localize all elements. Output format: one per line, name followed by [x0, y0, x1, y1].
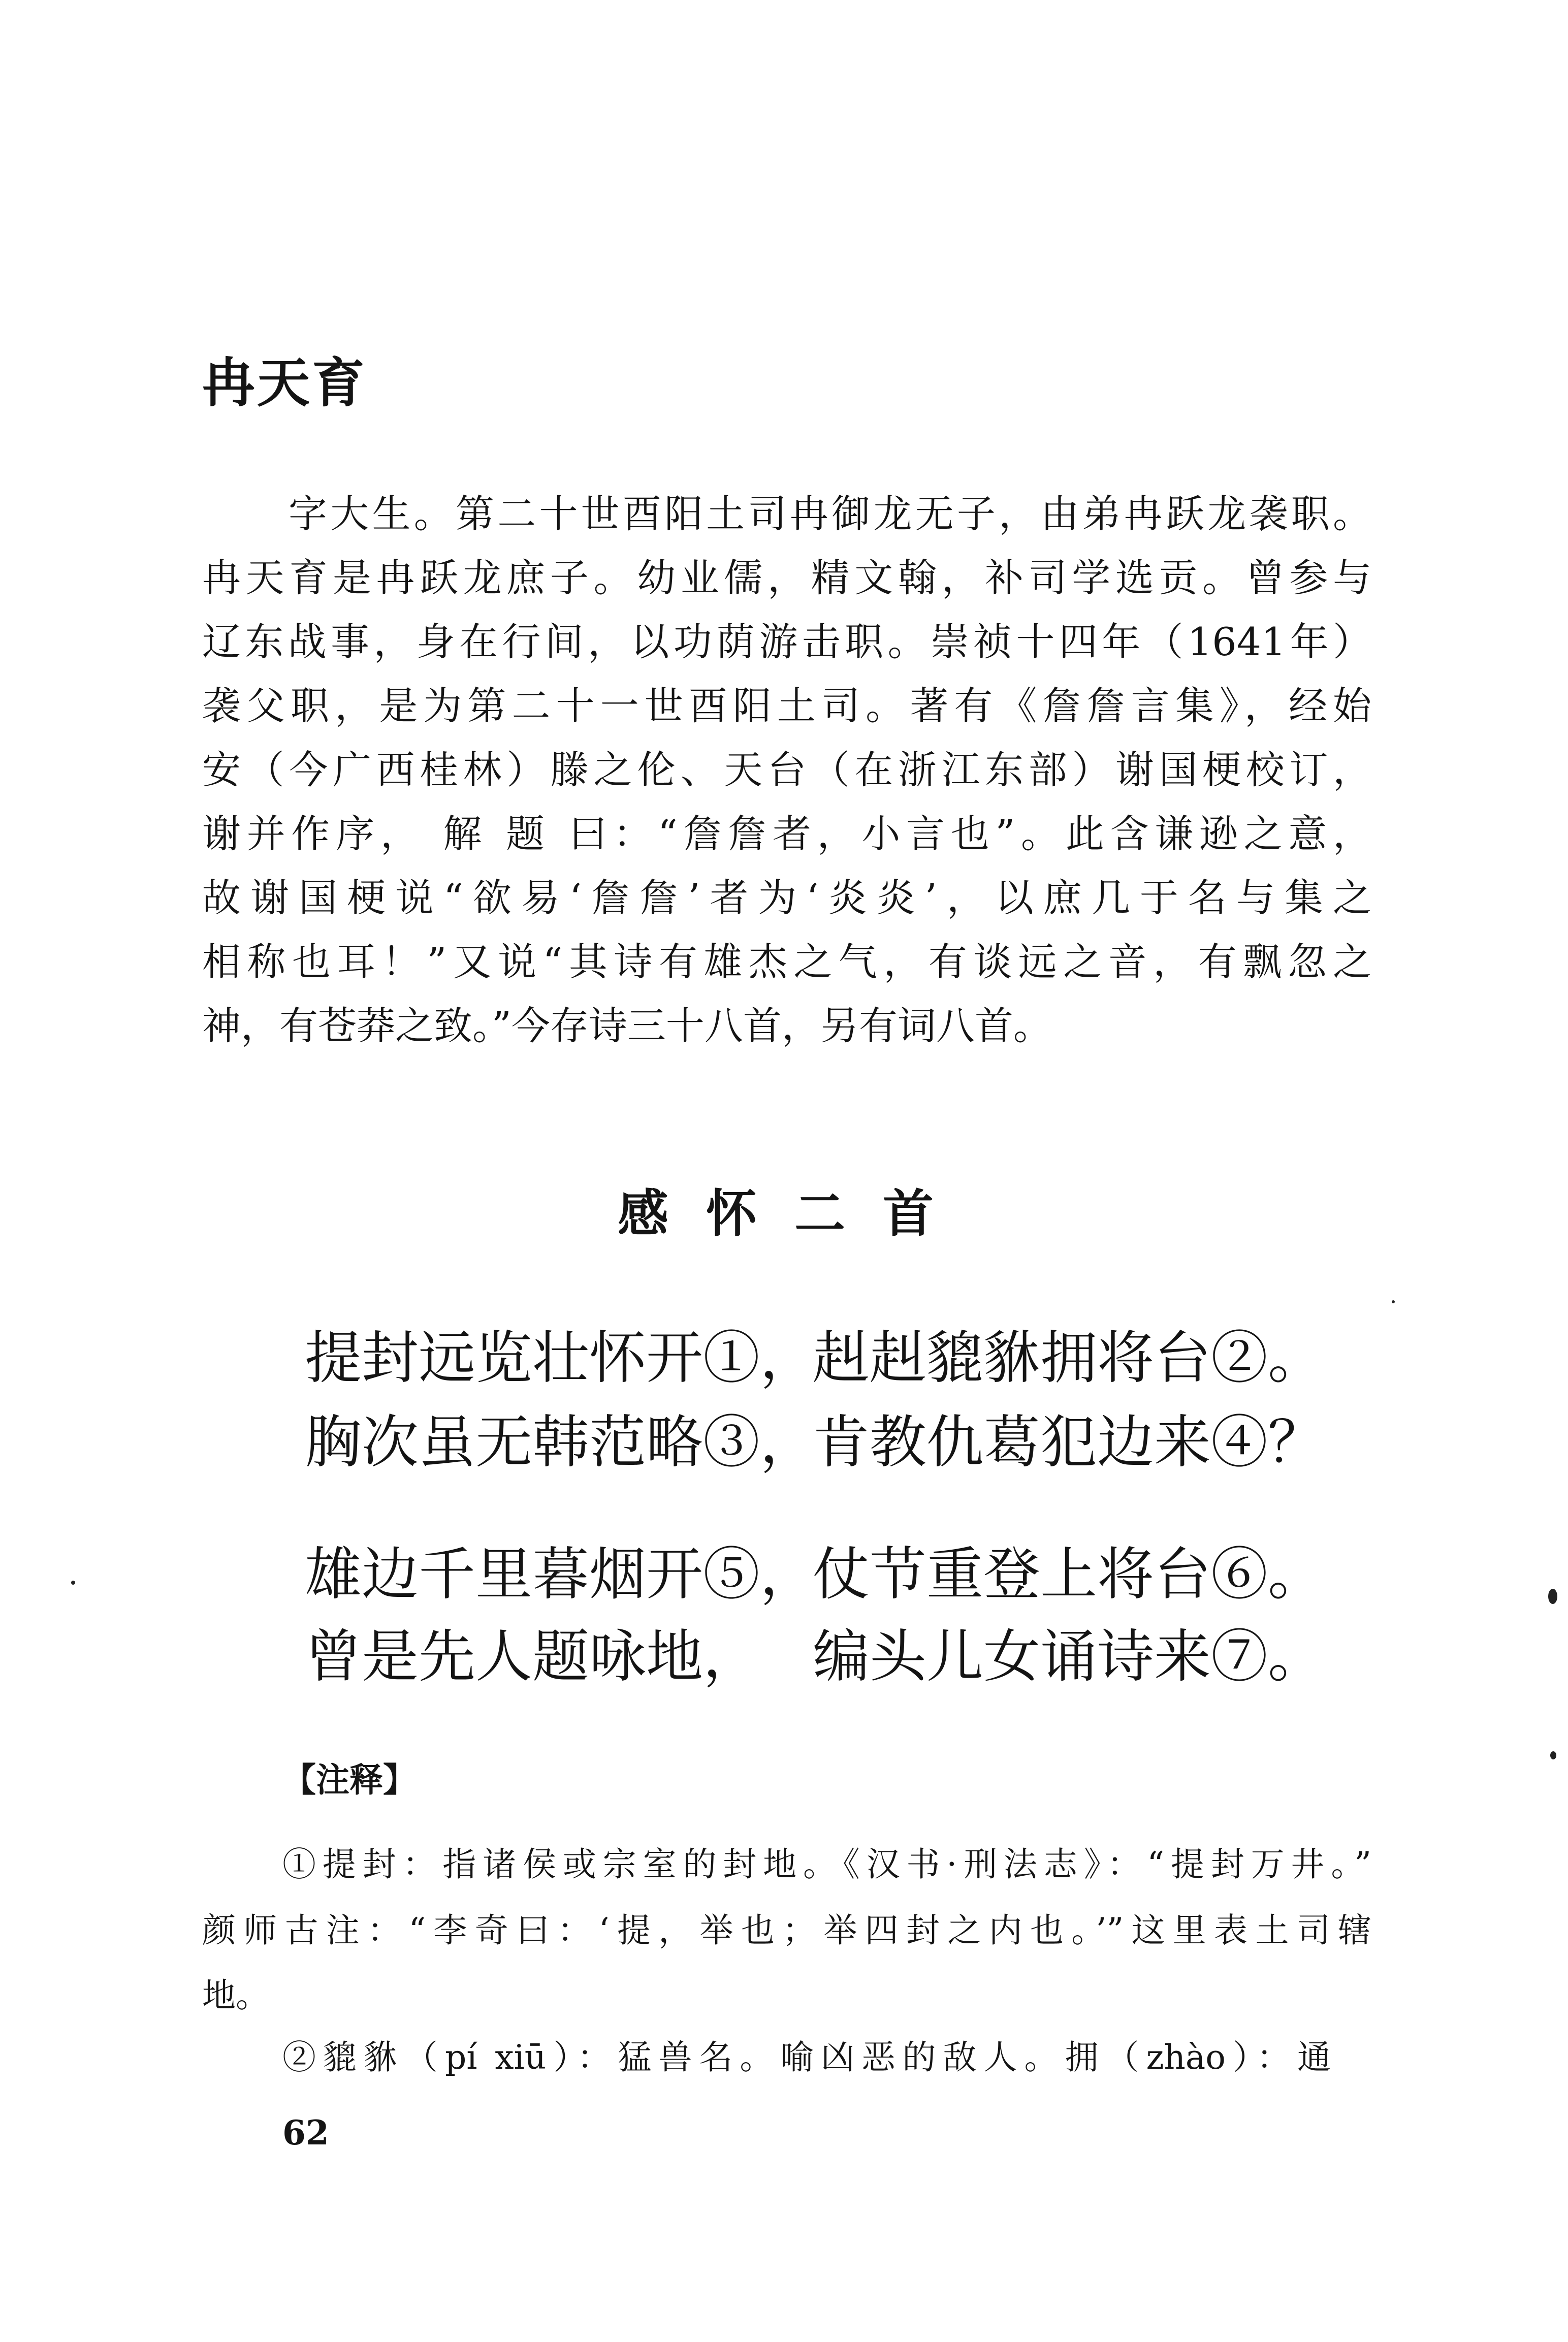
notes-heading: 【注释】 [282, 1760, 417, 1800]
note-line: 颜师古注：“李奇曰：‘提，举也；举四封之内也。’”这里表土司辖 [202, 1911, 1371, 1950]
note-line: ②貔貅（pí xiū）：猛兽名。喻凶恶的敌人。拥（zhào）：通 [282, 2038, 1331, 2077]
poem-title: 感怀二首 [618, 1184, 971, 1243]
verse-line: 肯教仇葛犯边来④？ [813, 1409, 1325, 1475]
verse-line: 编头儿女诵诗来⑦。 [813, 1624, 1325, 1690]
scan-speck [71, 1581, 75, 1585]
biography-line: 故谢国梗说“欲易‘詹詹’者为‘炎炎’，以庶几于名与集之 [202, 875, 1371, 920]
verse-line: 雄边千里暮烟开⑤， [305, 1542, 817, 1608]
verse-line: 胸次虽无韩范略③， [305, 1409, 817, 1475]
verse-line: 提封远览壮怀开①， [305, 1325, 817, 1391]
biography-line: 安（今广西桂林）滕之伦、天台（在浙江东部）谢国梗校订， [202, 747, 1371, 792]
verse-line: 仗节重登上将台⑥。 [813, 1542, 1325, 1608]
author-name: 冉天育 [202, 352, 367, 414]
biography-line: 神，有苍莽之致。”今存诗三十八首，另有词八首。 [202, 1003, 1052, 1048]
biography-line: 冉天育是冉跃龙庶子。幼业儒，精文翰，补司学选贡。曾参与 [202, 555, 1371, 600]
biography-line: 字大生。第二十世酉阳土司冉御龙无子，由弟冉跃龙袭职。 [289, 491, 1371, 536]
biography-line: 袭父职，是为第二十一世酉阳土司。著有《詹詹言集》，经始 [202, 683, 1371, 728]
scan-speck [1550, 1751, 1556, 1759]
biography-line: 相称也耳！”又说“其诗有雄杰之气，有谈远之音，有飘忽之 [202, 939, 1371, 984]
biography-line: 辽东战事，身在行间，以功荫游击职。崇祯十四年（1641年） [202, 619, 1371, 664]
note-line: 地。 [202, 1976, 269, 2015]
verse-line: 曾是先人题咏地， [305, 1624, 760, 1690]
scan-speck [1392, 1300, 1395, 1303]
verse-line: 赳赳貔貅拥将台②。 [813, 1325, 1325, 1391]
note-line: ①提封：指诸侯或宗室的封地。《汉书·刑法志》：“提封万井。” [282, 1845, 1371, 1884]
biography-line: 谢并作序， 解 题 曰：“詹詹者，小言也”。此含谦逊之意， [202, 811, 1371, 856]
page-number: 62 [282, 2113, 329, 2153]
scan-speck [1548, 1589, 1557, 1604]
